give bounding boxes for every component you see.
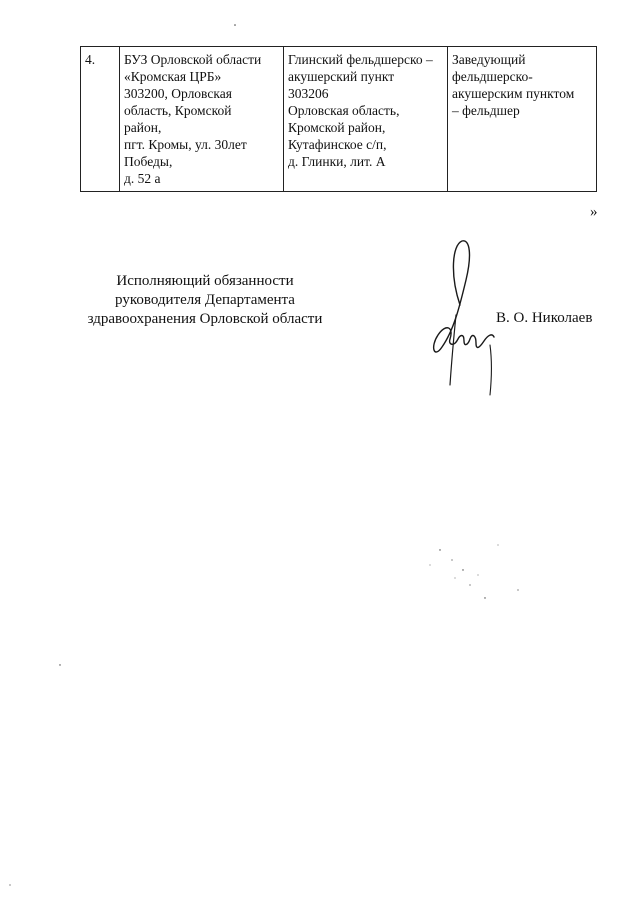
position-line: акушерским пунктом (452, 86, 575, 101)
row-number: 4. (85, 52, 96, 67)
point-line: Кутафинское с/п, (288, 137, 387, 152)
organization-line: 303200, Орловская (124, 86, 232, 101)
organization-line: «Кромская ЦРБ» (124, 69, 222, 84)
point-line: 303206 (288, 86, 329, 101)
position-cell (448, 47, 597, 192)
point-line: Орловская область, (288, 103, 400, 118)
row-number-cell (81, 47, 120, 192)
signer-title-line: руководителя Департамента (115, 292, 295, 308)
organization-line: БУЗ Орловской области (124, 52, 262, 67)
signer-title-line: Исполняющий обязанности (116, 273, 294, 289)
position-line: – фельдшер (452, 103, 520, 118)
point-line: Глинский фельдшерско – (288, 52, 433, 67)
signer-title (80, 272, 330, 329)
organization-line: пгт. Кромы, ул. 30лет (124, 137, 247, 152)
point-line: д. Глинки, лит. А (288, 154, 386, 169)
point-line: Кромской район, (288, 120, 386, 135)
table-row (81, 47, 597, 192)
point-cell (284, 47, 448, 192)
signer-title-line: здравоохранения Орловской области (87, 311, 323, 327)
facilities-table (80, 46, 597, 192)
organization-line: Победы, (124, 154, 173, 169)
position-line: Заведующий (452, 52, 526, 67)
organization-cell (120, 47, 284, 192)
closing-quote: » (590, 204, 598, 220)
signer-name: В. О. Николаев (496, 310, 593, 326)
organization-line: область, Кромской (124, 103, 232, 118)
point-line: акушерский пункт (288, 69, 395, 84)
organization-line: район, (124, 120, 162, 135)
position-line: фельдшерско- (452, 69, 533, 84)
organization-line: д. 52 а (124, 171, 161, 186)
